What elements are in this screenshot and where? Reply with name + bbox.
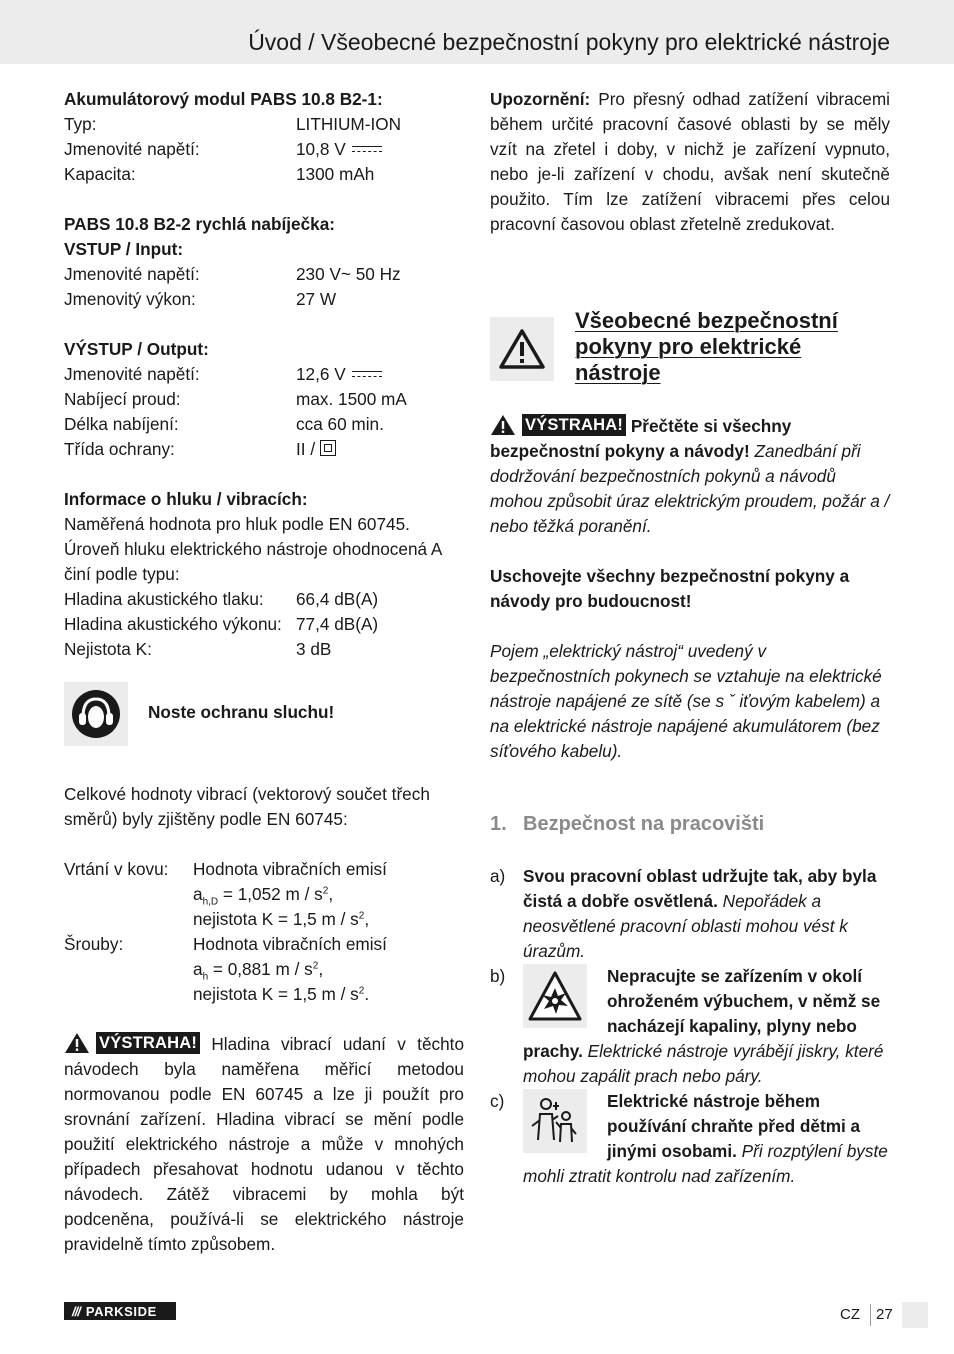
page-title: Úvod / Všeobecné bezpečnostní pokyny pro elektrické nástroje (248, 29, 890, 55)
spec-label: Typ: (64, 114, 97, 134)
spec-value: 230 V~ 50 Hz (296, 264, 401, 284)
spec-row (64, 287, 464, 312)
dc-symbol-icon (352, 369, 382, 379)
vibration-row (64, 882, 464, 907)
spec-value: II / (296, 437, 336, 462)
parkside-logo: /// PARKSIDE (64, 1302, 176, 1320)
spec-value: 3 dB (296, 639, 332, 659)
vibration-desc: Hodnota vibračních emisí (193, 934, 387, 954)
spec-label: Jmenovité napětí: (64, 139, 200, 159)
explosion-hazard-icon (523, 964, 587, 1028)
spec-label: Hladina akustického výkonu: (64, 614, 282, 634)
subsection-heading: 1. Bezpečnost na pracovišti (490, 813, 765, 835)
spec-row (64, 437, 464, 462)
spec-label: Kapacita: (64, 164, 136, 184)
output-title: VÝSTUP / Output: (64, 339, 209, 359)
spec-value: LITHIUM-ION (296, 114, 402, 134)
vibration-uncertainty: nejistota K = 1,5 m / $s^2$, (193, 909, 370, 929)
spec-value: cca 60 min. (296, 414, 384, 434)
vibration-intro: Celkové hodnoty vibrací (vektorový součet třech směrů) byly zjištěny podle EN 60745: (64, 784, 430, 829)
spec-label: Jmenovitý výkon: (64, 289, 196, 309)
page-number: 27 (876, 1306, 893, 1323)
vibration-desc: Hodnota vibračních emisí (193, 859, 387, 879)
spec-row (64, 387, 464, 412)
warning-triangle-icon (490, 414, 516, 436)
footer-divider (870, 1304, 871, 1326)
spec-value: 77,4 dB(A) (296, 614, 379, 634)
spec-row (64, 637, 464, 662)
input-title: VSTUP / Input: (64, 239, 184, 259)
spec-value: 10,8 V (296, 137, 382, 162)
spec-value: 1300 mAh (296, 164, 375, 184)
vibration-value: $a_h = 0,881$ m / $s^2$, (193, 959, 324, 983)
spec-value: 66,4 dB(A) (296, 589, 379, 609)
list-item: c) Elektrické nástroje během používání chraňte před dětmi a jinými osobami. Při rozptýlení byste mohli ztratit kontrolu nad zařízením. (490, 1091, 888, 1186)
spec-row (64, 362, 464, 387)
vibration-label: Šrouby: (64, 934, 124, 954)
spec-row (64, 262, 464, 287)
vibration-row (64, 957, 464, 982)
protection-class-2-icon (320, 440, 336, 456)
keep-instructions: Uschovejte všechny bezpečnostní pokyny a návody pro budoucnost! (490, 566, 850, 611)
battery-title: Akumulátorový modul PABS 10.8 B2-1: (64, 89, 383, 109)
spec-label: Třída ochrany: (64, 439, 175, 459)
list-item: b) Nepracujte se zařízením v okolí ohroženém výbuchem, v němž se nacházejí kapaliny, plyny nebo prachy. Elektrické nástroje vyrábějí jiskry, které mohou zapálit prach nebo páry. (490, 966, 884, 1086)
list-item: a) Svou pracovní oblast udržujte tak, aby byla čistá a dobře osvětlená. Nepořádek a neosvětlené pracovní oblasti mohou vést k úrazům. (490, 866, 877, 961)
warning-triangle-icon (64, 1032, 90, 1054)
spec-row (64, 112, 464, 137)
section-heading (490, 308, 890, 385)
ear-protection-row (64, 682, 464, 746)
ear-protection-icon (64, 682, 128, 746)
vibration-row (64, 932, 464, 957)
language-code: CZ (840, 1306, 860, 1323)
note-label: Upozornění: (490, 89, 591, 109)
spec-row (64, 587, 464, 612)
vibration-row (64, 857, 464, 882)
spec-row (64, 412, 464, 437)
term-definition: Pojem „elektrický nástroj“ uvedený v bezpečnostních pokynech se vztahuje na elektrické nástroje napájené ze sítě (se s ˇ iťovým kabelem) a na elektrické nástroje napájené akumulátorem (bez síťového kabelu). (490, 641, 882, 761)
spec-label: Délka nabíjení: (64, 414, 179, 434)
vibration-uncertainty: nejistota K = 1,5 m / $s^2$. (193, 984, 370, 1004)
spec-row (64, 137, 464, 162)
right-column (490, 87, 890, 1189)
spec-label: Nabíjecí proud: (64, 389, 181, 409)
keep-children-away-icon (523, 1089, 587, 1153)
spec-label: Hladina akustického tlaku: (64, 589, 264, 609)
vibration-row (64, 982, 464, 1007)
spec-row (64, 162, 464, 187)
dc-symbol-icon (352, 144, 382, 154)
warning-badge: VÝSTRAHA! (96, 1032, 200, 1054)
spec-value: 27 W (296, 289, 337, 309)
vibration-value: $a_{h,D} = 1,052$ m / $s^2$, (193, 884, 334, 908)
vibration-label: Vrtání v kovu: (64, 859, 169, 879)
general-warning: VÝSTRAHA! Přečtěte si všechny bezpečnostní pokyny a návody! Zanedbání při dodržování bezpečnostních pokynů a návodů mohou způsobit úraz elektrickým proudem, požár a / nebo těžká poranění. (490, 416, 890, 536)
noise-title: Informace o hluku / vibracích: (64, 489, 308, 509)
footer-tab (902, 1302, 928, 1328)
warning-badge: VÝSTRAHA! (522, 414, 626, 436)
vibration-row (64, 907, 464, 932)
spec-value: 12,6 V (296, 362, 382, 387)
spec-label: Nejistota K: (64, 639, 152, 659)
header-bar (0, 0, 954, 64)
spec-label: Jmenovité napětí: (64, 364, 200, 384)
noise-text: Naměřená hodnota pro hluk podle EN 60745. Úroveň hluku elektrického nástroje ohodnocená A činí podle typu: (64, 514, 442, 584)
spec-value: max. 1500 mA (296, 389, 407, 409)
ear-protection-label: Noste ochranu sluchu! (148, 702, 335, 722)
left-column (64, 87, 464, 1257)
note-paragraph: Upozornění: Pro přesný odhad zatížení vibracemi během určité pracovní časové oblasti by se měly vzít na zřetel i doby, v nichž je zařízení vypnuto, nebo je-li zařízení v chodu, avšak není skutečně použito. Tím lze zatížení vibracemi přes celou pracovní časovou oblast zřetelně zredukovat. (490, 89, 890, 234)
charger-title: PABS 10.8 B2-2 rychlá nabíječka: (64, 214, 335, 234)
spec-label: Jmenovité napětí: (64, 264, 200, 284)
section-title: Všeobecné bezpečnostní pokyny pro elektrické nástroje (575, 308, 838, 385)
vibration-warning: VÝSTRAHA! Hladina vibrací udaní v těchto návodech byla naměřena měřicí metodou normovanou podle EN 60745 a lze ji použít pro srovnání zařízení. Hladina vibrací se mění podle použití elektrického nástroje a může v mnohých případech přesahovat hodnotu udanou v těchto návodech. Zátěž vibracemi by mohla být podceněna, používá-li se elektrického nástroje pravidelně tímto způsobem. (64, 1034, 464, 1254)
warning-triangle-icon (490, 317, 554, 381)
spec-row (64, 612, 464, 637)
